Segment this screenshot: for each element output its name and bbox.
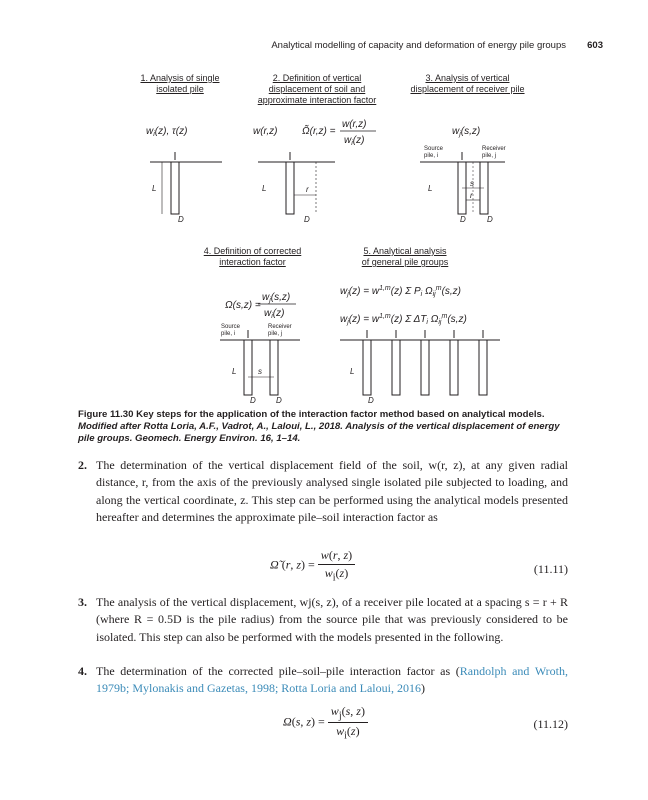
p4-L: L — [232, 367, 237, 376]
caption-text: Key steps for the application of the interaction factor method based on analytical models. — [136, 409, 545, 420]
equation-11-11: Ω̃ (r, z) = $\frac{w(r, z)}{w_i(z)}$ — [270, 548, 355, 583]
p2-eq-num: w(r,z) — [342, 119, 367, 130]
p2-pile — [286, 162, 294, 214]
item-number: 4. — [78, 664, 87, 678]
p3-receiver-label: Receiver pile, j — [482, 146, 506, 159]
equation-11-12: Ω(s, z) = $\frac{w_j(s, z)}{w_i(z)}$ — [283, 704, 368, 742]
p2-eq-omega: Ω̃(r,z) = — [302, 126, 336, 137]
list-item-2 — [78, 457, 568, 547]
item-text: The analysis of the vertical displacement, wj(s, z), of a receiver pile located at a spacing s = r + R (where R = 0.5D is the pile radius) from the source pile that was previously considered to be isolated. This step can also be performed with the models presented in the following. — [96, 595, 568, 644]
item-text: The determination of the vertical displacement field of the soil, w(r, z), at any given radial distance, r, from the axis of the previously analysed single isolated pile subjected to loading, and along the vertical coordinate, z. This step can be performed using the analytical models presented hereafter and determines the approximate pile–soil interaction factor as — [96, 458, 568, 525]
p5-eq-1: $w_j(z) = w^{1,m}(z)$ Σ $P_i$ $\Omega_{ij}^m(s,z)$ — [340, 285, 462, 298]
p5-eq-2: $w_j(z) = w^{1,m}(z)$ Σ $\Delta T_i$ $\Omega_{ij}^m(s,z)$ — [340, 313, 467, 326]
p5-pile-5 — [479, 340, 487, 395]
p4-s: s — [258, 367, 262, 376]
caption-citation: Modified after Rotta Loria, A.F., Vadrot, A., Laloui, L., 2018. Analysis of the vertical displacement of energy pile groups. Geomech. Energy Environ. 16, 1–14. — [78, 421, 560, 445]
p1-D: D — [178, 215, 184, 224]
step3-label: 3. Analysis of vertical displacement of receiver pile — [410, 73, 525, 94]
p5-D: D — [368, 396, 374, 405]
p4-D-source: D — [250, 396, 256, 405]
p5-pile-1 — [363, 340, 371, 395]
citation-link[interactable]: Randolph and Wroth, 1979b; Mylonakis and Gazetas, 1998; Rotta Loria and Laloui, 2016 — [96, 664, 568, 696]
p2-eq-den: $w_i(z)$ — [344, 135, 365, 147]
p3-r: r — [470, 191, 473, 200]
p4-source-pile — [244, 340, 252, 395]
step4-label: 4. Definition of corrected interaction factor — [203, 246, 302, 267]
p2-eq-w: w(r,z) — [253, 126, 278, 137]
p4-receiver-pile — [270, 340, 278, 395]
item-number: 2. — [78, 458, 87, 472]
step5-label: 5. Analytical analysis of general pile groups — [361, 246, 449, 267]
equation-number-11-12: (11.12) — [533, 717, 568, 731]
equation-number-11-11: (11.11) — [533, 562, 568, 576]
p3-L: L — [428, 184, 433, 193]
step1-label: 1. Analysis of single isolated pile — [140, 73, 220, 94]
list-item-3 — [78, 594, 568, 666]
p2-r: r — [306, 185, 309, 194]
p1-eq-label: $w_i(z)$, τ(z) — [146, 126, 188, 138]
p5-pile-4 — [450, 340, 458, 395]
p4-eq-omega: Ω(s,z) = — [225, 300, 261, 311]
p5-L: L — [350, 367, 355, 376]
p3-D-source: D — [460, 215, 466, 224]
page-number: 603 — [587, 40, 603, 51]
p4-eq-den: $w_i(z)$ — [264, 308, 285, 320]
figure-caption — [78, 409, 568, 446]
p5-pile-3 — [421, 340, 429, 395]
p4-eq-num: $w_j(s,z)$ — [262, 292, 291, 304]
item-text: The determination of the corrected pile–soil–pile interaction factor as (Randolph and Wroth, 1979b; Mylonakis and Gazetas, 1998; Rotta Loria and Laloui, 2016) — [96, 664, 568, 696]
item-number: 3. — [78, 595, 87, 609]
p4-D-receiver: D — [276, 396, 282, 405]
p3-source-label: Source pile, i — [424, 146, 444, 159]
p4-source-label: Source pile, i — [221, 324, 241, 337]
p2-L: L — [262, 184, 267, 193]
caption-label: Figure 11.30 — [78, 409, 134, 420]
p4-receiver-label: Receiver pile, j — [268, 324, 292, 337]
p3-s: s — [470, 179, 474, 188]
p3-eq-label: $w_j(s,z)$ — [452, 126, 481, 138]
running-title: Analytical modelling of capacity and deformation of energy pile groups — [271, 40, 566, 51]
p1-L: L — [152, 184, 157, 193]
list-item-4 — [78, 663, 568, 699]
p2-D: D — [304, 215, 310, 224]
p1-pile — [171, 162, 179, 214]
p3-D-receiver: D — [487, 215, 493, 224]
p5-pile-2 — [392, 340, 400, 395]
step2-label: 2. Definition of vertical displacement of soil and approximate interaction factor — [257, 73, 377, 105]
